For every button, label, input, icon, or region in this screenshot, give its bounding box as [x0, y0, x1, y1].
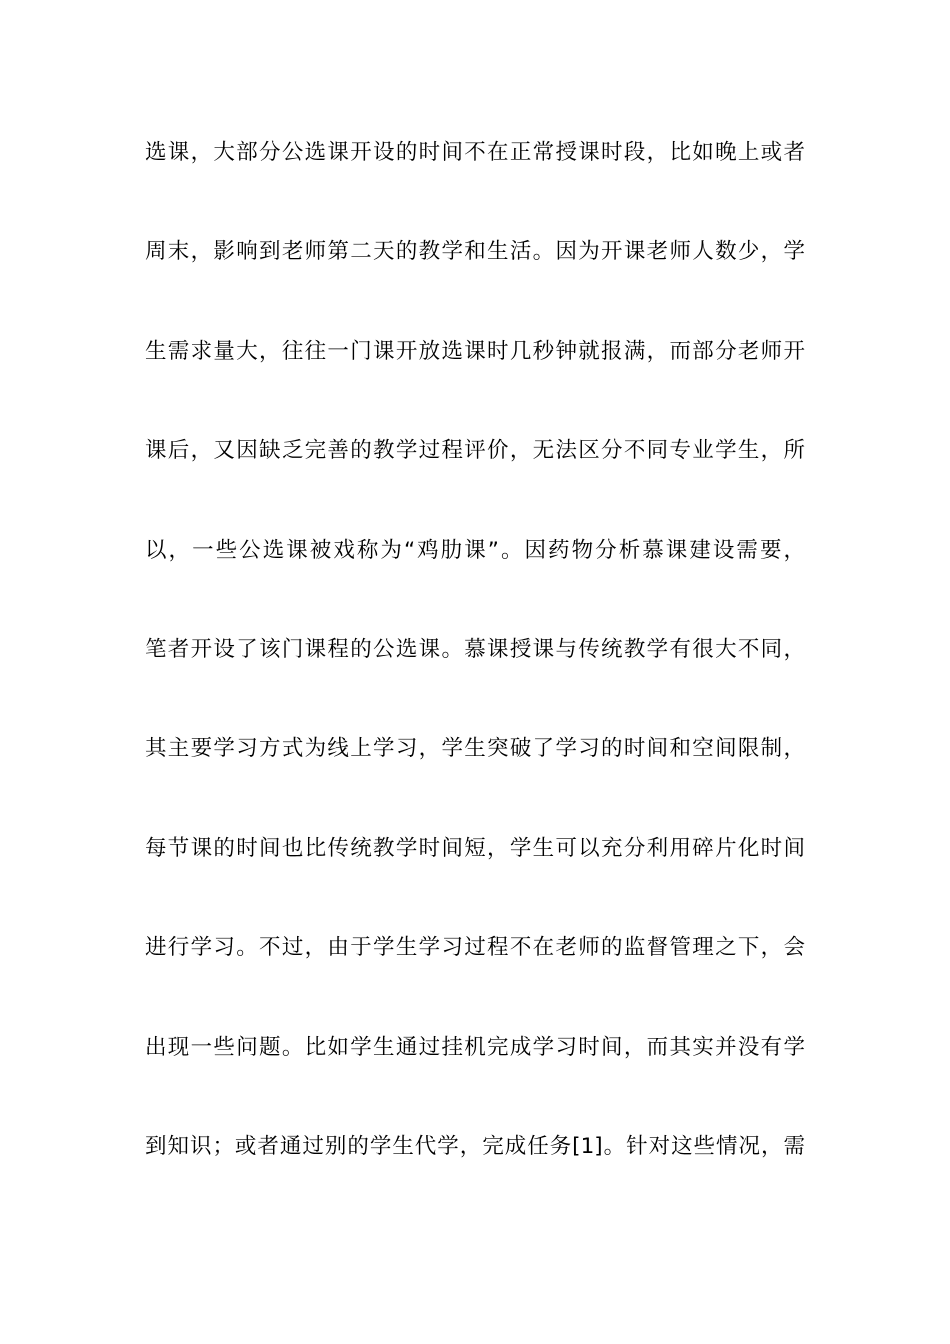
paragraph-line: 周末，影响到老师第二天的教学和生活。因为开课老师人数少，学	[145, 239, 805, 264]
paragraph-line: 到知识；或者通过别的学生代学，完成任务[1]。针对这些情况，需	[145, 1134, 805, 1159]
paragraph-line: 出现一些问题。比如学生通过挂机完成学习时间，而其实并没有学	[145, 1035, 805, 1060]
paragraph-line: 选课，大部分公选课开设的时间不在正常授课时段，比如晚上或者	[145, 140, 805, 165]
paragraph-line: 生需求量大，往往一门课开放选课时几秒钟就报满，而部分老师开	[145, 339, 805, 364]
paragraph-line: 进行学习。不过，由于学生学习过程不在老师的监督管理之下，会	[145, 935, 805, 960]
paragraph-line: 笔者开设了该门课程的公选课。慕课授课与传统教学有很大不同，	[145, 637, 805, 662]
paragraph-line: 课后，又因缺乏完善的教学过程评价，无法区分不同专业学生，所	[145, 438, 805, 463]
paragraph-line: 以，一些公选课被戏称为“鸡肋课”。因药物分析慕课建设需要，	[145, 538, 805, 563]
paragraph-line: 每节课的时间也比传统教学时间短，学生可以充分利用碎片化时间	[145, 836, 805, 861]
paragraph-line: 其主要学习方式为线上学习，学生突破了学习的时间和空间限制，	[145, 736, 805, 761]
